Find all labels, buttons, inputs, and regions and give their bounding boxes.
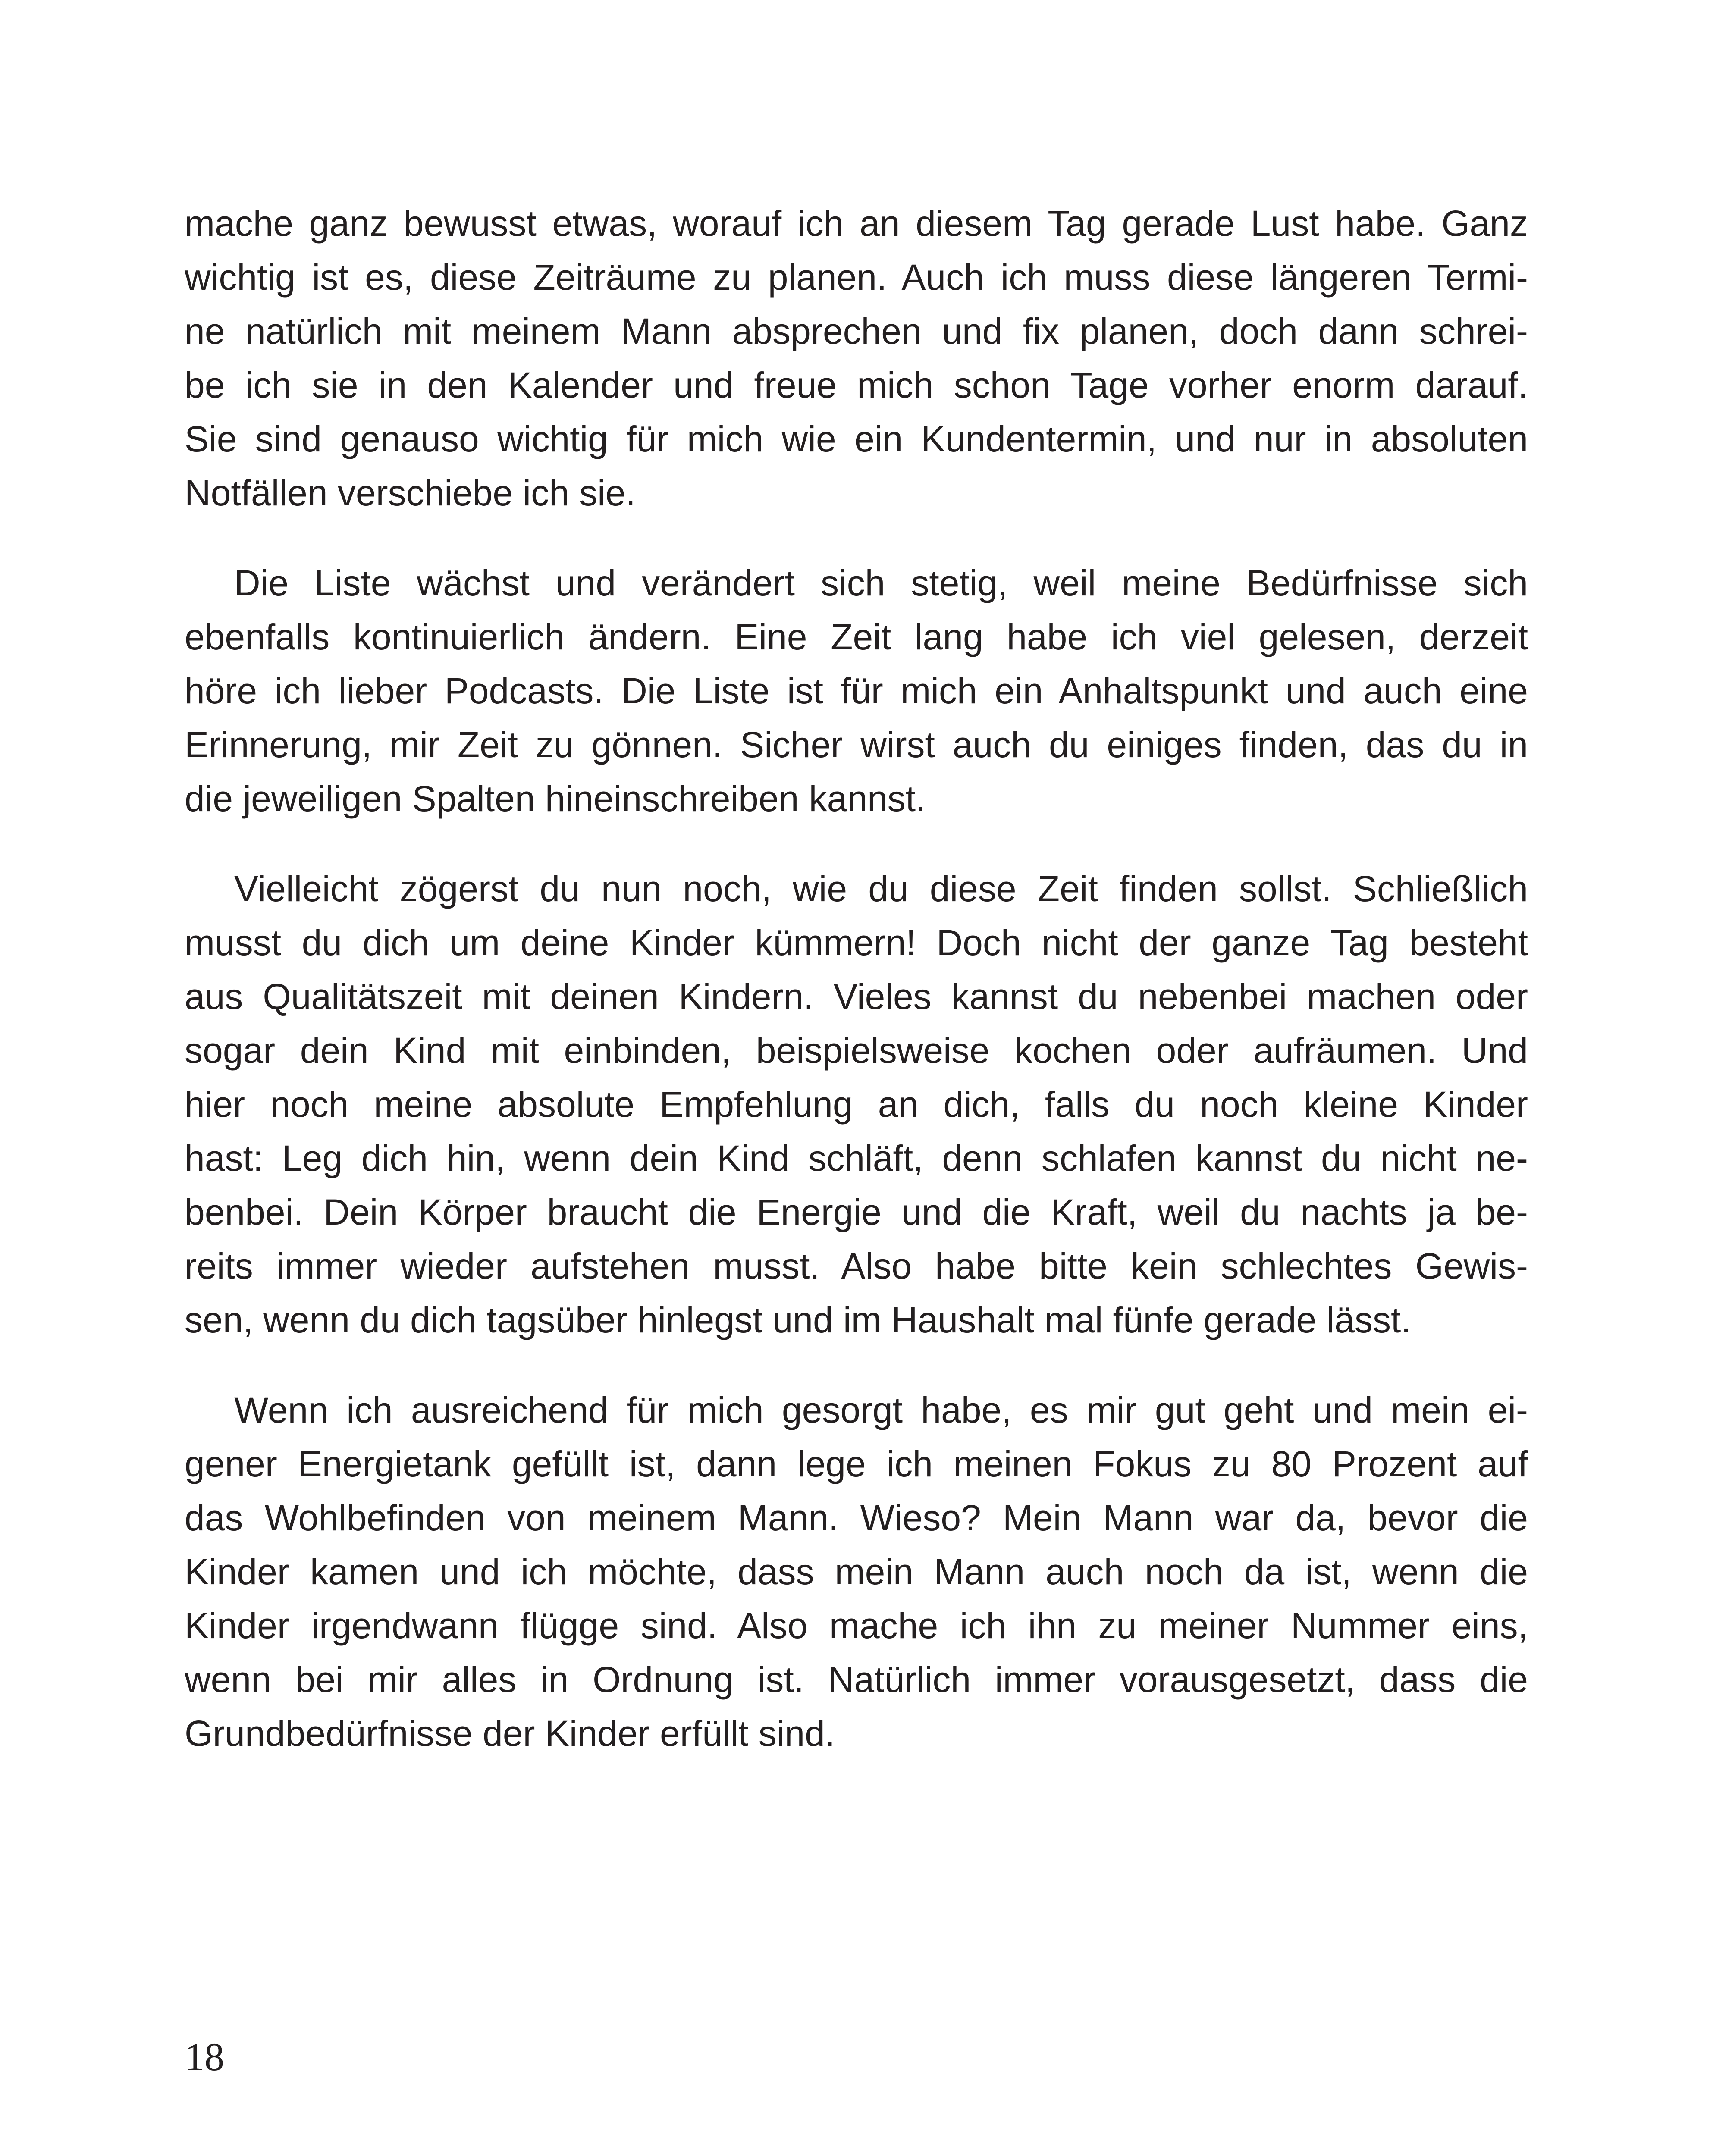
text-line: Erinnerung, mir Zeit zu gönnen. Sicher wirst auch du einiges finden, das du in <box>185 724 1528 765</box>
text-line: musst du dich um deine Kinder kümmern! Doch nicht der ganze Tag besteht <box>185 922 1528 963</box>
page-number: 18 <box>185 2035 224 2079</box>
text-line: höre ich lieber Podcasts. Die Liste ist für mich ein Anhaltspunkt und auch eine <box>185 671 1528 711</box>
paragraph-3 <box>185 862 1528 1347</box>
text-line: Notfällen verschiebe ich sie. <box>185 473 636 513</box>
text-line: be ich sie in den Kalender und freue mich schon Tage vorher enorm darauf. <box>185 365 1528 405</box>
text-line: Kinder irgendwann flügge sind. Also mache ich ihn zu meiner Nummer eins, <box>185 1605 1528 1646</box>
text-line: das Wohlbefinden von meinem Mann. Wieso? Mein Mann war da, bevor die <box>185 1498 1528 1538</box>
text-line: sogar dein Kind mit einbinden, beispielsweise kochen oder aufräumen. Und <box>185 1030 1528 1071</box>
text-line: ebenfalls kontinuierlich ändern. Eine Zeit lang habe ich viel gelesen, derzeit <box>185 617 1528 657</box>
text-line: mache ganz bewusst etwas, worauf ich an diesem Tag gerade Lust habe. Ganz <box>185 203 1528 244</box>
text-line: sen, wenn du dich tagsüber hinlegst und im Haushalt mal fünfe gerade lässt. <box>185 1300 1411 1340</box>
paragraph-1 <box>185 197 1528 520</box>
text-line: benbei. Dein Körper braucht die Energie und die Kraft, weil du nachts ja be- <box>185 1192 1528 1232</box>
text-line: Vielleicht zögerst du nun noch, wie du diese Zeit finden sollst. Schließlich <box>234 868 1528 909</box>
body-text <box>185 197 1528 1797</box>
text-line: gener Energietank gefüllt ist, dann lege ich meinen Fokus zu 80 Prozent auf <box>185 1444 1528 1484</box>
text-line: wichtig ist es, diese Zeiträume zu planen. Auch ich muss diese längeren Termi- <box>185 257 1528 298</box>
text-line: wenn bei mir alles in Ordnung ist. Natürlich immer vorausgesetzt, dass die <box>185 1659 1528 1700</box>
paragraph-4 <box>185 1383 1528 1761</box>
text-line: aus Qualitätszeit mit deinen Kindern. Vieles kannst du nebenbei machen oder <box>185 976 1528 1017</box>
text-line: ne natürlich mit meinem Mann absprechen und fix planen, doch dann schrei- <box>185 311 1528 351</box>
text-line: hier noch meine absolute Empfehlung an dich, falls du noch kleine Kinder <box>185 1084 1528 1125</box>
paragraph-2 <box>185 556 1528 826</box>
text-line: Grundbedürfnisse der Kinder erfüllt sind. <box>185 1713 835 1754</box>
text-line: Sie sind genauso wichtig für mich wie ein Kundentermin, und nur in absoluten <box>185 419 1528 459</box>
text-line: hast: Leg dich hin, wenn dein Kind schläft, denn schlafen kannst du nicht ne- <box>185 1138 1528 1178</box>
text-line: Kinder kamen und ich möchte, dass mein Mann auch noch da ist, wenn die <box>185 1551 1528 1592</box>
text-line: die jeweiligen Spalten hineinschreiben kannst. <box>185 778 926 819</box>
text-line: Wenn ich ausreichend für mich gesorgt habe, es mir gut geht und mein ei- <box>234 1390 1528 1430</box>
text-line: Die Liste wächst und verändert sich stetig, weil meine Bedürfnisse sich <box>234 563 1528 603</box>
text-line: reits immer wieder aufstehen musst. Also habe bitte kein schlechtes Gewis- <box>185 1246 1528 1286</box>
